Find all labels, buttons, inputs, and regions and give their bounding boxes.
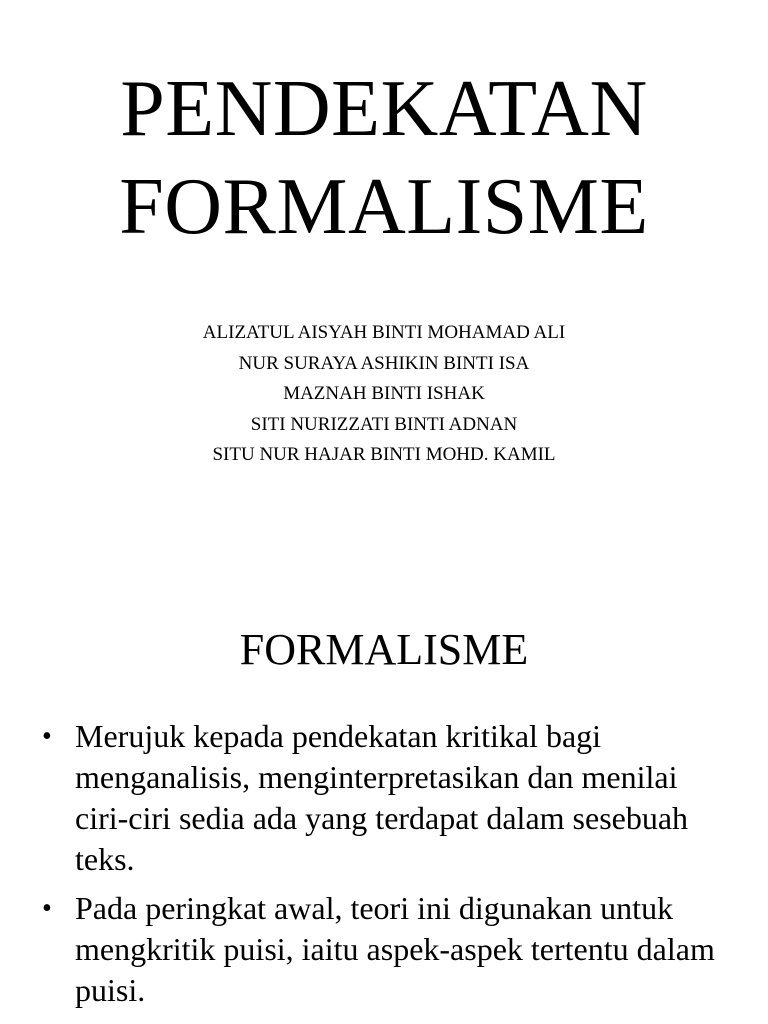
- bullet-list: [0, 716, 768, 1019]
- content-slide: [0, 600, 768, 1024]
- bullet-item: [0, 716, 768, 880]
- author-list: [0, 318, 768, 471]
- author-name: ALIZATUL AISYAH BINTI MOHAMAD ALI: [202, 322, 566, 343]
- main-title-line-1: PENDEKATAN: [120, 65, 648, 153]
- author-name: SITI NURIZZATI BINTI ADNAN: [250, 413, 518, 435]
- bullet-icon: •: [42, 721, 52, 752]
- author-name: MAZNAH BINTI ISHAK: [283, 383, 485, 404]
- bullet-text: Pada peringkat awal, teori ini digunakan untuk mengkritik puisi, iaitu aspek-aspek tertentu dalam puisi.: [75, 890, 715, 1008]
- author-name: NUR SURAYA ASHIKIN BINTI ISA: [238, 352, 530, 374]
- bullet-text: Merujuk kepada pendekatan kritikal bagi menganalisis, menginterpretasikan dan menilai ciri-ciri sedia ada yang terdapat dalam sesebuah teks.: [75, 718, 689, 877]
- main-title: [0, 60, 768, 256]
- bullet-icon: •: [42, 893, 52, 924]
- main-title-line-2: FORMALISME: [119, 163, 649, 251]
- bullet-item: [0, 888, 768, 1011]
- author-name: SITU NUR HAJAR BINTI MOHD. KAMIL: [212, 444, 556, 465]
- section-title: FORMALISME: [239, 625, 529, 674]
